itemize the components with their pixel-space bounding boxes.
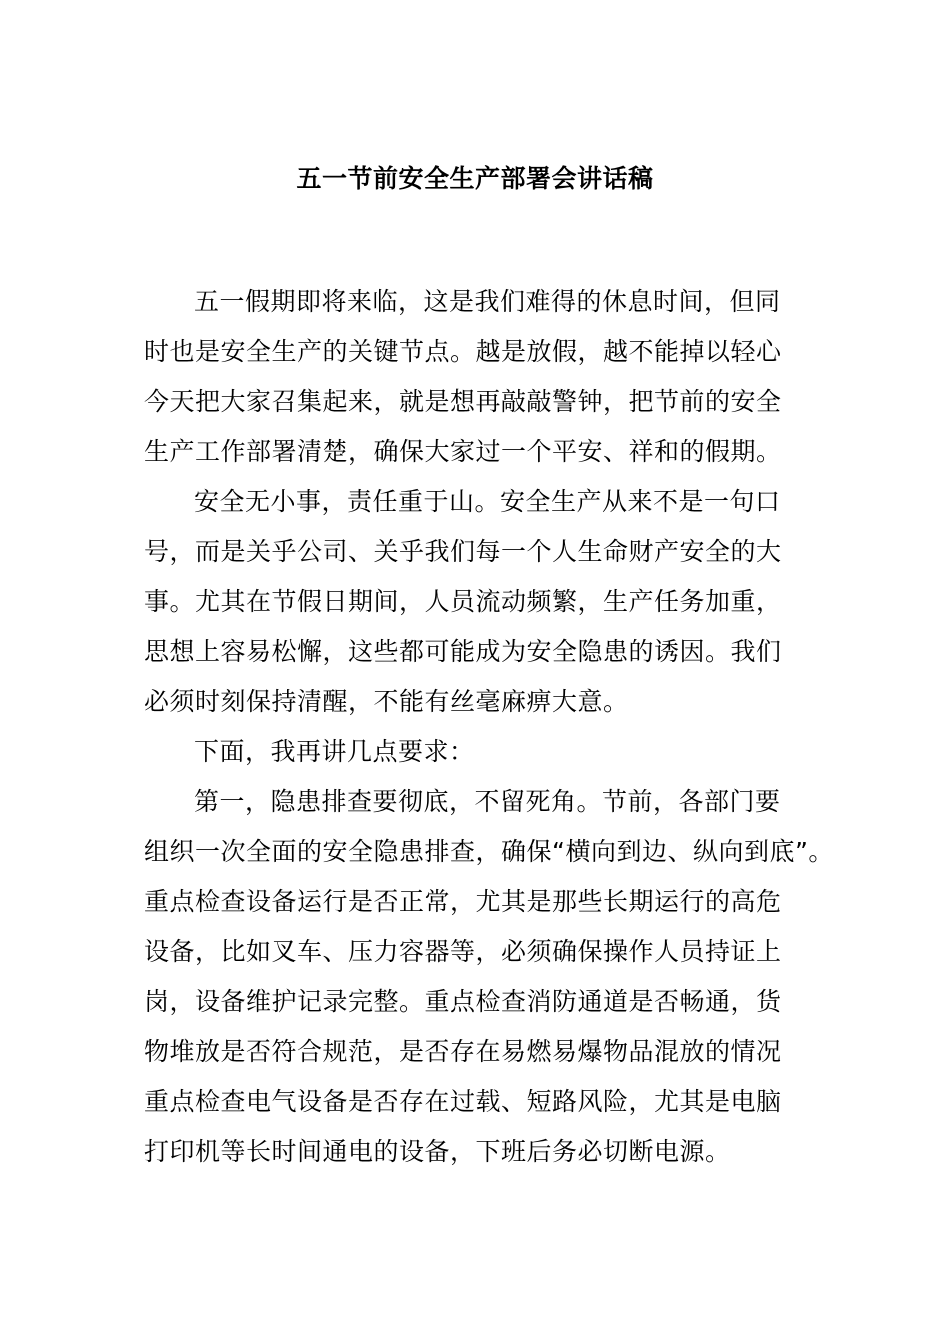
paragraph-line: 思想上容易松懈，这些都可能成为安全隐患的诱因。我们 (144, 637, 782, 666)
paragraph-line: 打印机等长时间通电的设备，下班后务必切断电源。 (144, 1137, 731, 1166)
paragraph-line: 第一，隐患排查要彻底，不留死角。节前，各部门要 (194, 787, 781, 816)
document-title: 五一节前安全生产部署会讲话稿 (296, 164, 654, 193)
paragraph-line: 五一假期即将来临，这是我们难得的休息时间，但同 (194, 287, 781, 316)
paragraph-line: 下面，我再讲几点要求： (194, 737, 475, 766)
paragraph-line: 号，而是关乎公司、关乎我们每一个人生命财产安全的大 (144, 537, 782, 566)
paragraph-line: 物堆放是否符合规范，是否存在易燃易爆物品混放的情况 (144, 1037, 782, 1066)
paragraph-line: 今天把大家召集起来，就是想再敲敲警钟，把节前的安全 (144, 387, 782, 416)
document-body (144, 277, 834, 1177)
paragraph-line: 重点检查电气设备是否存在过载、短路风险，尤其是电脑 (144, 1087, 782, 1116)
paragraph-line: 时也是安全生产的关键节点。越是放假，越不能掉以轻心 (144, 337, 782, 366)
paragraph-line: 事。尤其在节假日期间，人员流动频繁，生产任务加重， (144, 587, 782, 616)
paragraph-line: 生产工作部署清楚，确保大家过一个平安、祥和的假期。 (144, 437, 782, 466)
paragraph-line: 岗，设备维护记录完整。重点检查消防通道是否畅通，货 (144, 987, 782, 1016)
paragraph-line: 设备，比如叉车、压力容器等，必须确保操作人员持证上 (144, 937, 782, 966)
paragraph-line: 组织一次全面的安全隐患排查，确保“横向到边、纵向到底”。 (144, 837, 834, 866)
paragraph-line: 安全无小事，责任重于山。安全生产从来不是一句口 (194, 487, 781, 516)
paragraph-line: 重点检查设备运行是否正常，尤其是那些长期运行的高危 (144, 887, 782, 916)
paragraph-line: 必须时刻保持清醒，不能有丝毫麻痹大意。 (144, 687, 629, 716)
